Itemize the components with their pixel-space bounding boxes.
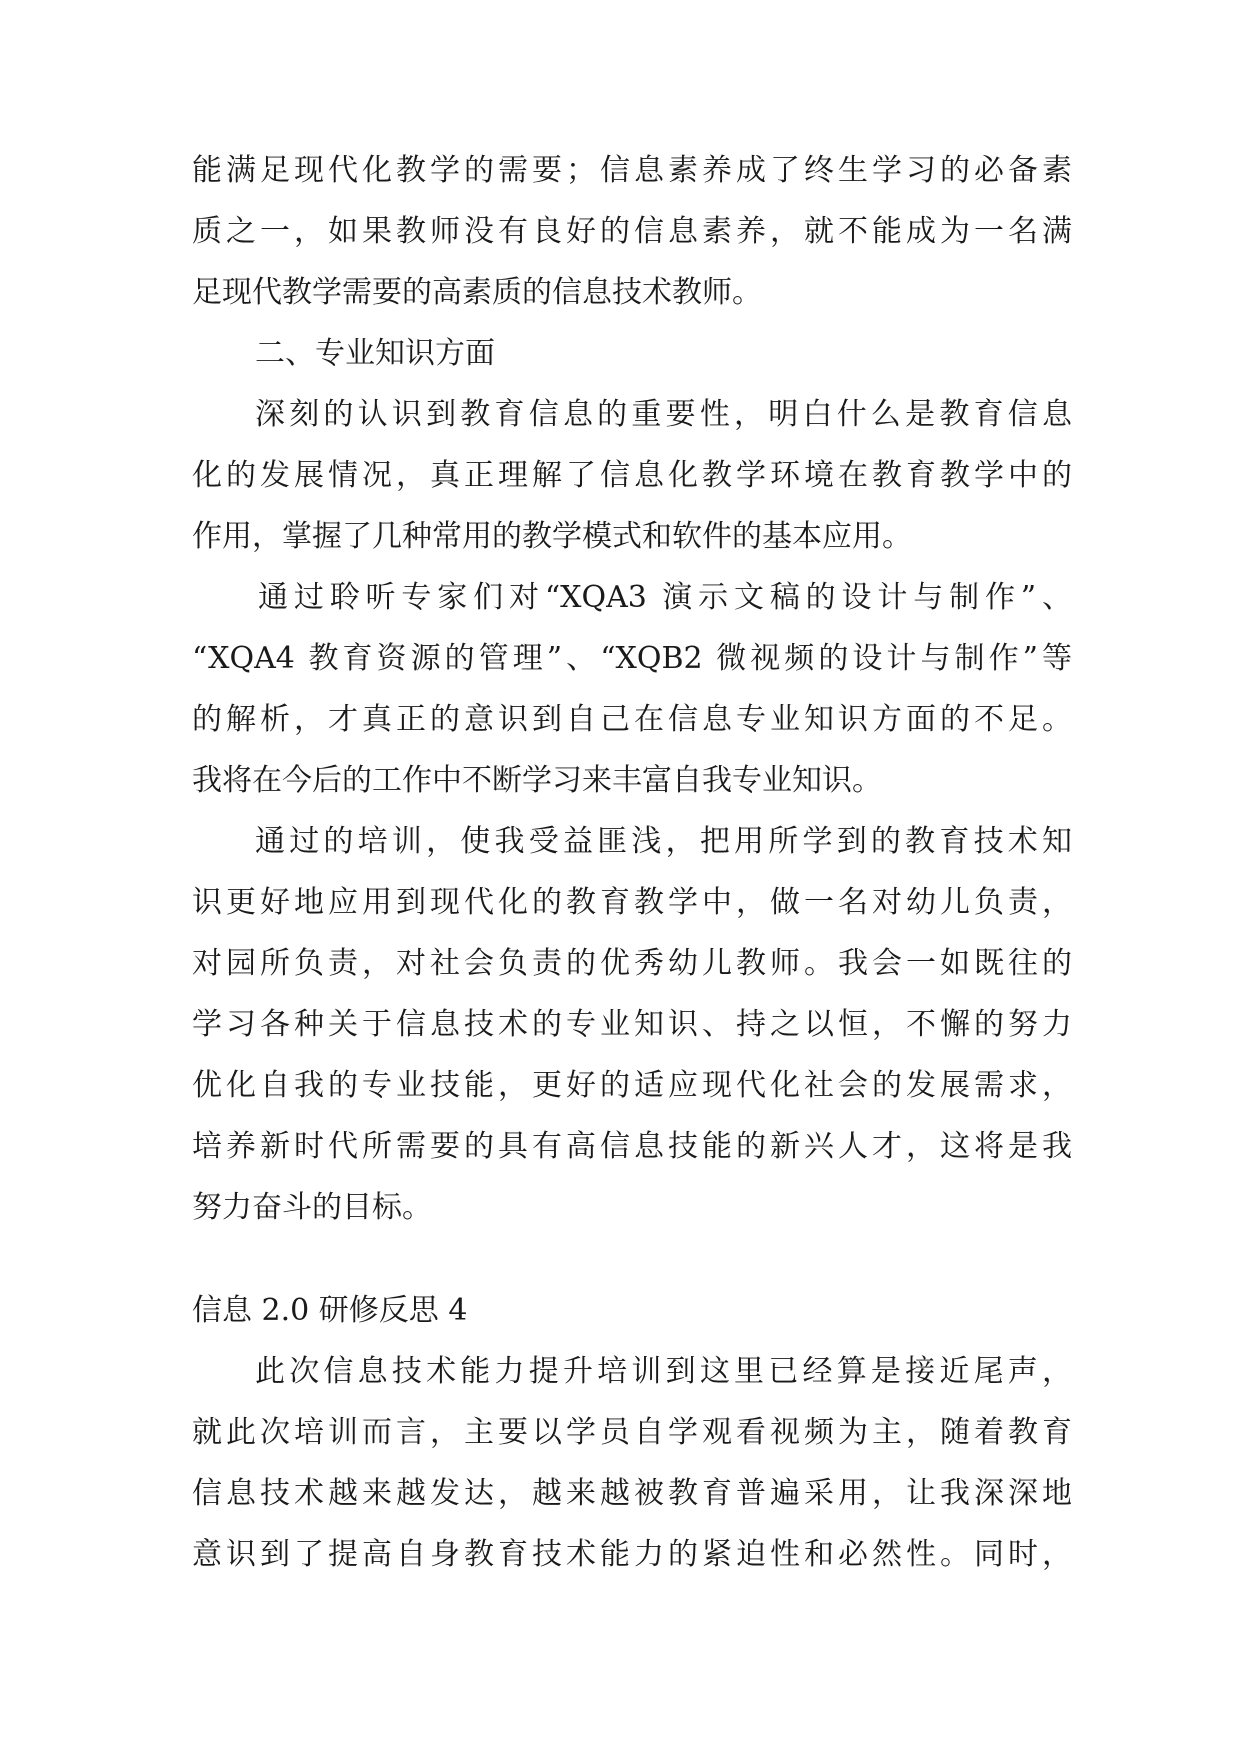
text-line: 我将在今后的工作中不断学习来丰富自我专业知识。 xyxy=(192,763,882,798)
text-line: 学习各种关于信息技术的专业知识、持之以恒，不懈的努力 xyxy=(192,1007,1072,1042)
text-line: 此次信息技术能力提升培训到这里已经算是接近尾声， xyxy=(255,1354,1072,1389)
text-line: 深刻的认识到教育信息的重要性，明白什么是教育信息 xyxy=(255,397,1072,432)
text-line: 足现代教学需要的高素质的信息技术教师。 xyxy=(192,275,762,310)
text-line: 优化自我的专业技能，更好的适应现代化社会的发展需求， xyxy=(192,1068,1072,1103)
text-line: 通过的培训，使我受益匪浅，把用所学到的教育技术知 xyxy=(255,824,1072,859)
text-line: 意识到了提高自身教育技术能力的紧迫性和必然性。同时， xyxy=(192,1537,1072,1572)
text-line: 质之一，如果教师没有良好的信息素养，就不能成为一名满 xyxy=(192,214,1072,249)
text-line: 识更好地应用到现代化的教育教学中，做一名对幼儿负责， xyxy=(192,885,1072,920)
text-line: 信息技术越来越发达，越来越被教育普遍采用，让我深深地 xyxy=(192,1476,1072,1511)
text-line: 努力奋斗的目标。 xyxy=(192,1190,432,1225)
text-line: 就此次培训而言，主要以学员自学观看视频为主，随着教育 xyxy=(192,1415,1072,1450)
section-heading: 二、专业知识方面 xyxy=(255,336,495,371)
text-line: 培养新时代所需要的具有高信息技能的新兴人才，这将是我 xyxy=(192,1129,1072,1164)
text-line: 通过聆听专家们对“XQA3 演示文稿的设计与制作”、 xyxy=(258,580,1072,615)
text-line: “XQA4 教育资源的管理”、“XQB2 微视频的设计与制作”等 xyxy=(192,641,1072,676)
article-title: 信息 2.0 研修反思 4 xyxy=(192,1293,468,1328)
text-line: 化的发展情况，真正理解了信息化教学环境在教育教学中的 xyxy=(192,458,1072,493)
text-line: 对园所负责，对社会负责的优秀幼儿教师。我会一如既往的 xyxy=(192,946,1072,981)
text-line: 的解析，才真正的意识到自己在信息专业知识方面的不足。 xyxy=(192,702,1072,737)
text-line: 能满足现代化教学的需要；信息素养成了终生学习的必备素 xyxy=(192,153,1072,188)
text-line: 作用，掌握了几种常用的教学模式和软件的基本应用。 xyxy=(192,519,912,554)
